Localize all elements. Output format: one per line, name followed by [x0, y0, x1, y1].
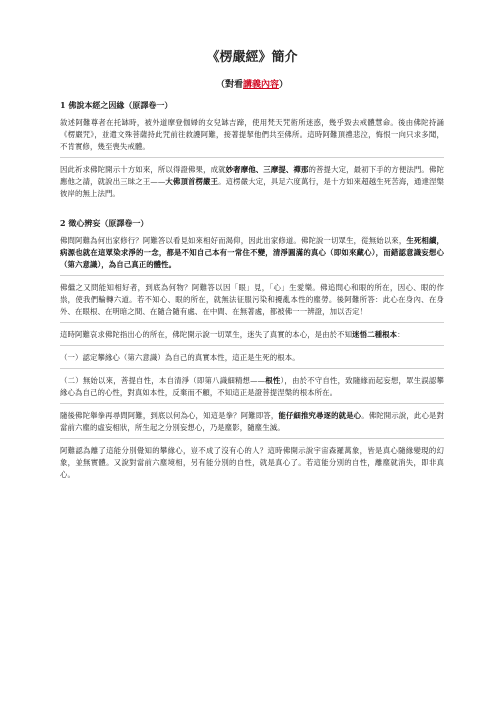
divider [60, 345, 444, 346]
section-2-paragraph-4: 隨後佛陀舉拳再尋問阿難，到底以何為心，知這是拳？阿難即答，能仔細推究尋逐的就是心。佛陀開示說，此心是對當前六塵的虛妄相狀，所生起之分別妄想心，乃是塵影，隨塵生滅。 [60, 411, 444, 432]
divider [60, 322, 444, 323]
section-2-paragraph-1: 佛問阿難為何出家修行？阿難答以看見如來相好而渴仰，因此出家修道。佛陀說一切眾生，從無始以來，生死相續，病源也就在這眾染求淨的一念，都是不知自己本有一常住不變，清淨圓滿的真心（即如來藏心），而錯認意識妄想心（第六意識），為自己真正的體性。 [60, 236, 444, 269]
document-title: 《楞嚴經》簡介 [206, 50, 298, 65]
section-2-paragraph-3: 這時阿難哀求佛陀指出心的所在，佛陀開示說一切眾生，迷失了真實的本心，是由於不知迷悟二種根本： [60, 330, 405, 339]
divider [60, 275, 444, 276]
section-1-heading: 1 佛說本經之因緣（原譯卷一） [60, 100, 173, 110]
section-2-paragraph-2: 佛繼之又問能知相好者，到底為何物？阿難答以因「眼」見，「心」生愛樂。佛追問心和眼的所在，因心、眼的作祟，使我們輪轉六道。若不知心、眼的所在，就無法征服污染和擾亂本性的塵勞。後阿難所答：此心在身內、在身外、在眼根、在明暗之間、在隨合隨有處、在中間、在無著處，都被佛一一辨證，加以否定！ [60, 283, 444, 316]
section-2-heading: 2 徵心辨妄（原譯卷一） [60, 218, 149, 228]
section-2-point-1: （一）認定攀緣心（第六意識）為自己的真實本性，這正是生死的根本。 [60, 353, 300, 362]
section-2-paragraph-5: 阿難認為離了這能分別覺知的攀緣心，豈不成了沒有心的人？這時佛開示說宇宙森羅萬象，皆是真心隨緣變現的幻象，並無實體。又說對當前六塵境相，另有能分別的自性，就是真心了。若這能分別的自性，離塵就消失，即非真心。 [60, 446, 444, 479]
subtitle-prefix: （對看 [215, 80, 243, 90]
subtitle-suffix: ） [279, 80, 289, 90]
divider [60, 403, 444, 404]
section-2-point-2: （二）無始以來，菩提自性，本自清淨（即第八識細精想——根性），由於不守自性，致隨緣而起妄想，眾生誤認攀緣心為自己的心性，對真如本性，反棄而不顧，不知這正是證菩提涅槃的根本所在。 [60, 376, 444, 397]
divider [60, 438, 444, 439]
divider [60, 157, 444, 158]
document-subtitle [60, 77, 444, 90]
lecture-notes-link[interactable]: 講義內容 [242, 80, 279, 90]
section-1-paragraph-2: 因此祈求佛陀開示十方如來，所以得證佛果，成就妙奢摩他、三摩提、禪那的菩提大定，最初下手的方便法門。佛陀應他之請，就說出三昧之王——大佛頂首楞嚴王。這楞嚴大定，具足六度萬行，是十方如來超越生死苦海，通達涅槃彼岸的無上法門。 [60, 165, 445, 198]
divider [60, 368, 444, 369]
section-1-paragraph-1: 敘述阿難尊者在托缽時，被外道摩登伽婦的女兒缽吉蹄，使用梵天咒術所迷惑，幾乎毀去戒體慧命。後由佛陀持誦《楞嚴咒》，並遣文殊菩薩持此咒前往救護阿難，接著提挈他們共至佛所。這時阿難頂禮悲泣，悔恨一向只求多聞，不肯實修，幾至喪失戒體。 [60, 118, 444, 151]
